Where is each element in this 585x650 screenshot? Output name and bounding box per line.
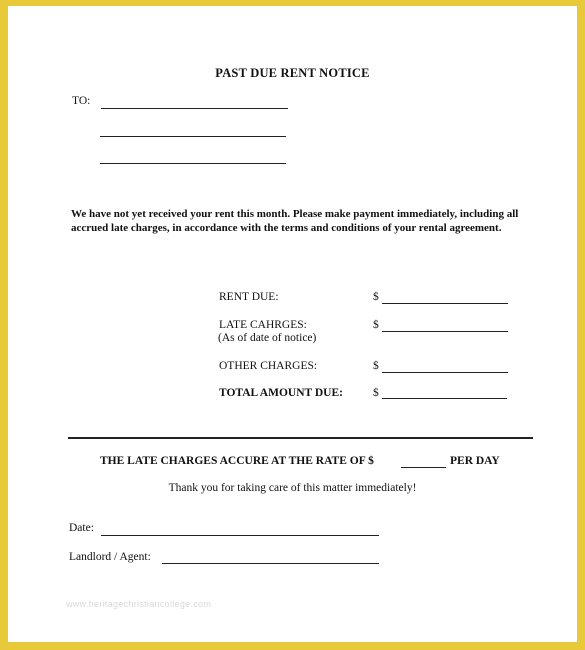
watermark-text: www.heritagechristiancollege.com	[66, 599, 212, 609]
to-line-1[interactable]	[101, 108, 288, 109]
other-charges-amount-line[interactable]	[382, 372, 508, 373]
rent-due-label: RENT DUE:	[219, 291, 279, 303]
rent-due-amount-line[interactable]	[382, 303, 508, 304]
notice-page	[8, 6, 577, 642]
other-charges-dollar-sign: $	[373, 360, 379, 372]
late-rate-amount-line[interactable]	[401, 467, 446, 468]
rent-due-dollar-sign: $	[373, 291, 379, 303]
thank-you-text: Thank you for taking care of this matter immediately!	[168, 482, 417, 494]
notice-paragraph: We have not yet received your rent this month. Please make payment immediately, including all accrued late charges, in accordance with the terms and conditions of your rental agreement.	[71, 208, 519, 234]
date-line[interactable]	[101, 535, 379, 536]
late-rate-prefix: THE LATE CHARGES ACCURE AT THE RATE OF $	[100, 455, 374, 467]
late-charges-label: LATE CAHRGES:	[219, 319, 307, 331]
date-label: Date:	[69, 522, 94, 534]
landlord-agent-label: Landlord / Agent:	[69, 551, 151, 563]
late-charges-note: (As of date of notice)	[218, 332, 317, 344]
late-charges-amount-line[interactable]	[382, 331, 508, 332]
late-charges-dollar-sign: $	[373, 319, 379, 331]
total-amount-line[interactable]	[382, 398, 507, 399]
to-line-2[interactable]	[100, 136, 286, 137]
total-amount-due-label: TOTAL AMOUNT DUE:	[219, 387, 343, 399]
total-amount-dollar-sign: $	[373, 387, 379, 399]
other-charges-label: OTHER CHARGES:	[219, 360, 318, 372]
to-line-3[interactable]	[100, 163, 286, 164]
late-rate-suffix: PER DAY	[450, 455, 500, 467]
to-label: TO:	[72, 95, 91, 107]
landlord-agent-line[interactable]	[162, 563, 379, 564]
section-divider	[68, 437, 533, 439]
page-title: PAST DUE RENT NOTICE	[215, 66, 370, 80]
